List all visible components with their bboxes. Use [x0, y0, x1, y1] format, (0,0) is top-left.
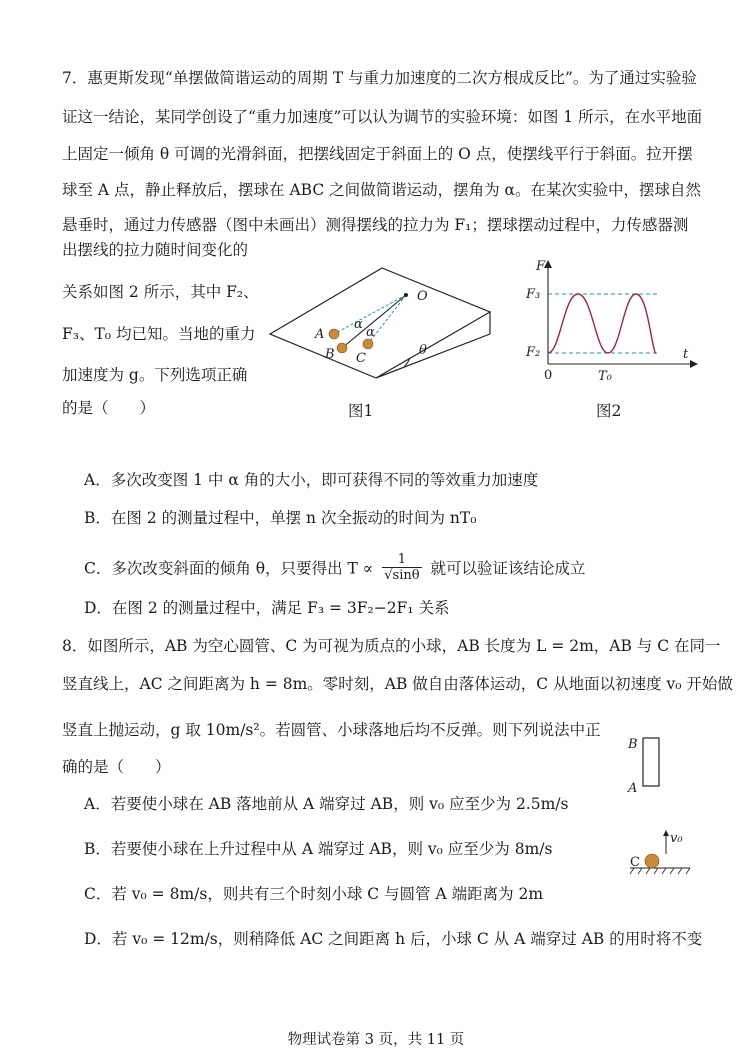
fig1-label-C: C — [356, 351, 366, 366]
q7-option-a: A．多次改变图 1 中 α 角的大小，即可获得不同的等效重力加速度 — [84, 471, 539, 489]
q7-side-line-4: 的是（ ） — [62, 399, 156, 417]
q7-line-3: 上固定一倾角 θ 可调的光滑斜面，把摆线固定于斜面上的 O 点，使摆线平行于斜面。拉开摆 — [62, 145, 693, 163]
fig1-label-B: B — [325, 347, 335, 362]
q7-line-5: 悬垂时，通过力传感器（图中未画出）测得摆线的拉力为 F₁；摆球摆动过程中，力传感器测 — [62, 216, 689, 234]
q7-option-c — [84, 554, 586, 585]
q8-line-4: 确的是（ ） — [62, 758, 171, 776]
q7-option-b: B．在图 2 的测量过程中，单摆 n 次全振动的时间为 nT₀ — [84, 509, 477, 527]
q8-option-c: C．若 v₀ = 8m/s，则共有三个时刻小球 C 与圆管 A 端距离为 2m — [84, 885, 544, 903]
page-footer: 物理试卷第 3 页，共 11 页 — [287, 1032, 465, 1048]
q7-side-line-1: 关系如图 2 所示，其中 F₂、 — [62, 283, 259, 301]
q7-option-c-tail: 就可以验证该结论成立 — [430, 559, 586, 578]
q8-fig-label-C: C — [630, 855, 640, 870]
q8-line-3: 竖直上抛运动，g 取 10m/s²。若圆管、小球落地后均不反弹。则下列说法中正 — [62, 721, 601, 739]
fig1-label-A: A — [315, 327, 325, 342]
figure-2-caption: 图2 — [596, 402, 622, 420]
q8-fig-label-v0: v₀ — [670, 831, 683, 846]
fig2-label-T0: T₀ — [598, 369, 612, 384]
q7-side-line-3: 加速度为 g。下列选项正确 — [62, 366, 248, 384]
q7-side-line-2: F₃、T₀ 均已知。当地的重力 — [62, 325, 256, 343]
q8-option-d: D．若 v₀ = 12m/s，则稍降低 AC 之间距离 h 后，小球 C 从 A 端穿过 AB 的用时将不变 — [84, 930, 703, 948]
figure-1-caption: 图1 — [348, 402, 374, 420]
fig2-axis-label-t: t — [683, 347, 689, 362]
q7-option-d: D．在图 2 的测量过程中，满足 F₃ = 3F₂−2F₁ 关系 — [84, 599, 450, 617]
figure-q8-tube-ball — [620, 730, 700, 880]
q8-option-b: B．若要使小球在上升过程中从 A 端穿过 AB，则 v₀ 应至少为 8m/s — [84, 840, 553, 858]
q8-line-2: 竖直线上，AC 之间距离为 h = 8m。零时刻，AB 做自由落体运动，C 从地面以初速度 v₀ 开始做 — [62, 675, 733, 693]
q7-line-2: 证这一结论，某同学创设了“重力加速度”可以认为调节的实验环境：如图 1 所示，在水平地面 — [62, 108, 703, 126]
q8-fig-label-A: A — [628, 781, 638, 796]
fig2-axis-label-F: F — [536, 259, 546, 274]
fig1-label-alpha-1: α — [354, 317, 363, 332]
figure-2-force-graph — [520, 252, 700, 387]
q8-line-1: 8．如图所示，AB 为空心圆管、C 为可视为质点的小球，AB 长度为 L = 2m，AB 与 C 在同一 — [62, 637, 721, 655]
q8-option-a: A．若要使小球在 AB 落地前从 A 端穿过 AB，则 v₀ 应至少为 2.5m/s — [84, 795, 569, 813]
q7-option-c-fraction — [382, 552, 421, 583]
fig2-label-F3: F₃ — [526, 287, 541, 302]
fig1-label-O: O — [417, 289, 428, 304]
fig2-label-origin: 0 — [544, 368, 553, 383]
q7-line-1: 7．惠更斯发现“单摆做简谐运动的周期 T 与重力加速度的二次方根成反比”。为了通过实验验 — [62, 69, 697, 87]
fig1-label-theta: θ — [419, 343, 427, 358]
fig1-label-alpha-2: α — [366, 325, 375, 340]
fig2-label-F2: F₂ — [526, 345, 541, 360]
figure-1-incline — [264, 262, 494, 382]
q7-line-6: 出摆线的拉力随时间变化的 — [62, 241, 249, 259]
fraction-numerator: 1 — [382, 552, 421, 568]
q7-line-4: 球至 A 点，静止释放后，摆球在 ABC 之间做简谐运动，摆角为 α。在某次实验中，摆球自然 — [62, 181, 702, 199]
q8-fig-label-B: B — [628, 737, 638, 752]
q7-option-c-text: C．多次改变斜面的倾角 θ，只要得出 T ∝ — [84, 559, 374, 578]
fraction-denominator: √sinθ — [384, 568, 420, 583]
